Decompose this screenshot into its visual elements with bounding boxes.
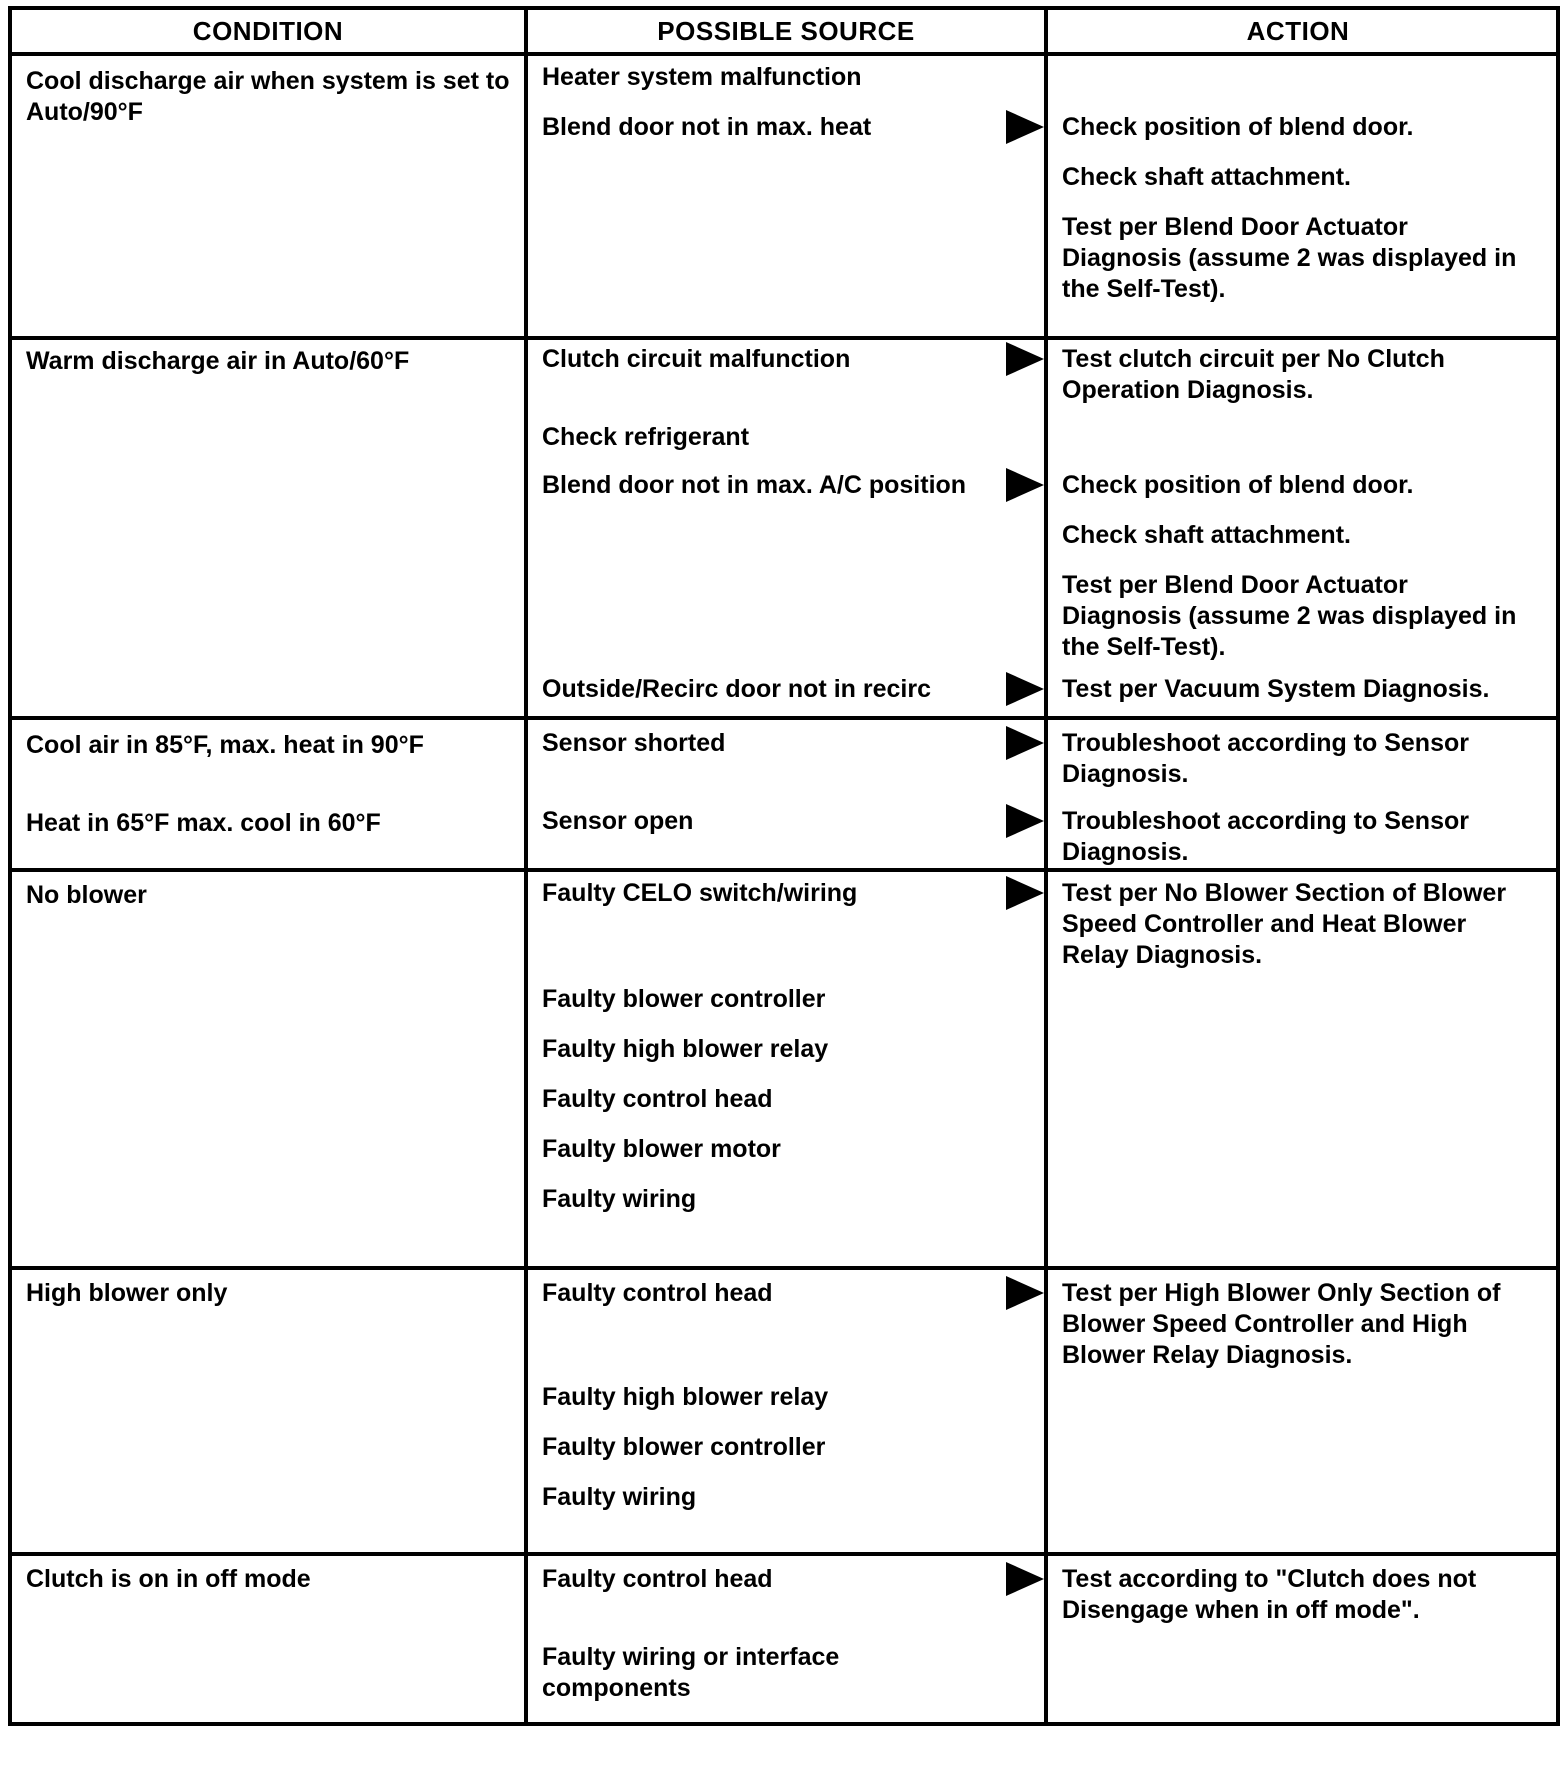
condition-text: High blower only: [26, 1279, 228, 1307]
arrow-icon: [1006, 1562, 1044, 1596]
source-text: Blend door not in max. A/C position: [542, 471, 967, 499]
action-text: Test per Blend Door Actuator Diagnosis (assume 2 was displayed in the Self-Test).: [1062, 213, 1517, 303]
condition-cell: [12, 1556, 524, 1722]
source-cell: [524, 1556, 1044, 1722]
source-cell: [524, 56, 1044, 336]
action-text: Test per High Blower Only Section of Blower Speed Controller and High Blower Relay Diagnosis.: [1062, 1279, 1501, 1369]
source-cell: [524, 872, 1044, 1266]
source-text: Faulty control head: [542, 1565, 773, 1593]
header-action: ACTION: [1044, 10, 1548, 52]
source-text: Faulty control head: [542, 1085, 773, 1113]
source-text: Sensor shorted: [542, 729, 726, 757]
action-cell: [1044, 56, 1548, 336]
action-cell: [1044, 340, 1548, 716]
condition-cell: [12, 56, 524, 336]
table-row: [8, 720, 1560, 872]
condition-text: Clutch is on in off mode: [26, 1565, 311, 1593]
table-header: [8, 6, 1560, 56]
source-text: Faulty high blower relay: [542, 1035, 829, 1063]
source-text: Blend door not in max. heat: [542, 113, 872, 141]
action-cell: [1044, 1270, 1548, 1552]
action-cell: [1044, 1556, 1548, 1722]
action-text: Test per No Blower Section of Blower Speed Controller and Heat Blower Relay Diagnosis.: [1062, 879, 1507, 969]
arrow-icon: [1006, 468, 1044, 502]
action-text: Test per Blend Door Actuator Diagnosis (assume 2 was displayed in the Self-Test).: [1062, 571, 1517, 661]
arrow-icon: [1006, 110, 1044, 144]
source-text: Faulty control head: [542, 1279, 773, 1307]
condition-text: Cool discharge air when system is set to Auto/90°F: [26, 67, 510, 126]
arrow-icon: [1006, 804, 1044, 838]
source-text: Faulty wiring: [542, 1185, 697, 1213]
source-text: Faulty blower controller: [542, 985, 826, 1013]
arrow-icon: [1006, 1276, 1044, 1310]
diagnosis-table: [8, 6, 1560, 1726]
source-text: Heater system malfunction: [542, 63, 862, 91]
action-text: Test per Vacuum System Diagnosis.: [1062, 675, 1490, 703]
header-possible-source: POSSIBLE SOURCE: [524, 10, 1044, 52]
condition-text: Cool air in 85°F, max. heat in 90°F: [26, 731, 424, 759]
action-text: Check shaft attachment.: [1062, 163, 1351, 191]
source-cell: [524, 1270, 1044, 1552]
source-text: Faulty blower motor: [542, 1135, 781, 1163]
source-text: Faulty CELO switch/wiring: [542, 879, 858, 907]
source-text: Faulty blower controller: [542, 1433, 826, 1461]
arrow-icon: [1006, 726, 1044, 760]
action-cell: [1044, 720, 1548, 868]
source-cell: [524, 340, 1044, 716]
action-text: Check position of blend door.: [1062, 471, 1414, 499]
condition-cell: [12, 720, 524, 868]
action-text: Troubleshoot according to Sensor Diagnosis.: [1062, 729, 1469, 788]
source-text: Check refrigerant: [542, 423, 750, 451]
source-text: Clutch circuit malfunction: [542, 345, 851, 373]
condition-text: Heat in 65°F max. cool in 60°F: [26, 809, 381, 837]
action-text: Troubleshoot according to Sensor Diagnosis.: [1062, 807, 1469, 866]
source-text: Sensor open: [542, 807, 694, 835]
condition-text: No blower: [26, 881, 147, 909]
action-text: Check position of blend door.: [1062, 113, 1414, 141]
source-text: Faulty high blower relay: [542, 1383, 829, 1411]
action-text: Test clutch circuit per No Clutch Operation Diagnosis.: [1062, 345, 1445, 404]
condition-text: Warm discharge air in Auto/60°F: [26, 347, 410, 375]
condition-cell: [12, 340, 524, 716]
source-text: Faulty wiring or interface components: [542, 1643, 840, 1702]
arrow-icon: [1006, 876, 1044, 910]
source-text: Faulty wiring: [542, 1483, 697, 1511]
action-cell: [1044, 872, 1548, 1266]
source-cell: [524, 720, 1044, 868]
condition-cell: [12, 1270, 524, 1552]
source-text: Outside/Recirc door not in recirc: [542, 675, 931, 703]
condition-cell: [12, 872, 524, 1266]
table-row: [8, 872, 1560, 1270]
table-row: [8, 1556, 1560, 1726]
table-row: [8, 56, 1560, 340]
action-text: Check shaft attachment.: [1062, 521, 1351, 549]
table-row: [8, 340, 1560, 720]
action-text: Test according to "Clutch does not Disengage when in off mode".: [1062, 1565, 1477, 1624]
arrow-icon: [1006, 342, 1044, 376]
arrow-icon: [1006, 672, 1044, 706]
header-condition: CONDITION: [192, 15, 344, 46]
table-row: [8, 1270, 1560, 1556]
